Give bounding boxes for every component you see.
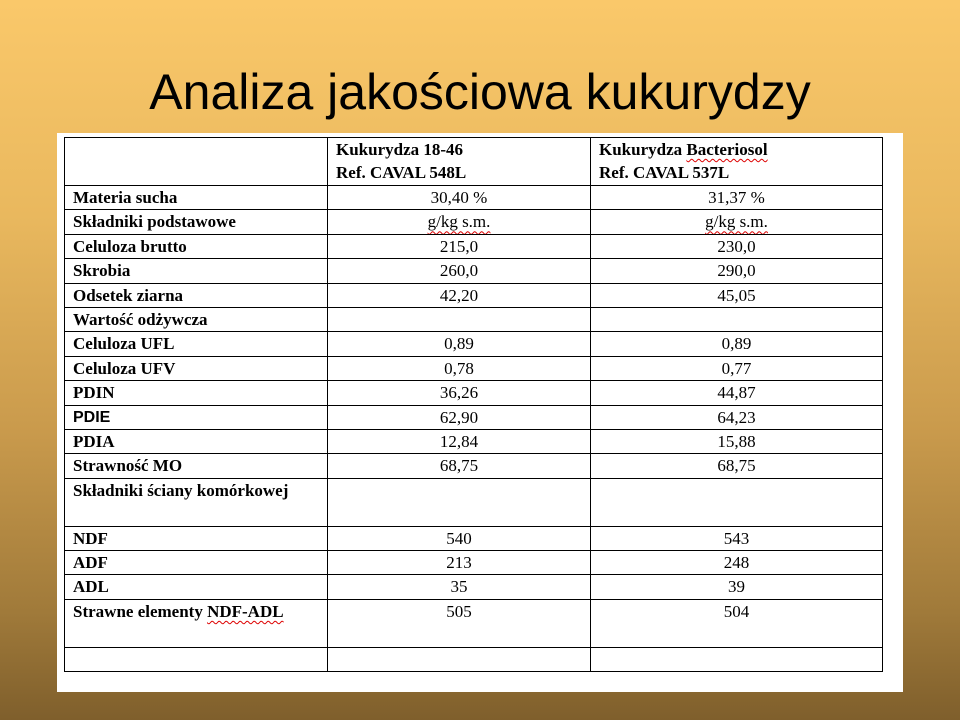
- row-value-col2: 64,23: [591, 405, 883, 429]
- row-label-pre: Strawne elementy: [73, 601, 208, 621]
- row-value-col2: 0,89: [591, 332, 883, 356]
- row-value-col1: 540: [328, 526, 591, 550]
- table-row: [65, 454, 883, 478]
- table-row: [65, 234, 883, 258]
- row-label: Wartość odżywcza: [65, 307, 328, 331]
- row-value-col1: 35: [328, 575, 591, 599]
- header-col2-line1-word: Bacteriosol: [686, 140, 768, 159]
- header-col1-line2: Ref. CAVAL 548L: [336, 163, 467, 182]
- row-value-col2: 31,37 %: [591, 186, 883, 210]
- row-value-col2: 230,0: [591, 234, 883, 258]
- row-value-col1: 42,20: [328, 283, 591, 307]
- row-value-col1: 505: [328, 599, 591, 647]
- table-row: [65, 259, 883, 283]
- table-row: [65, 599, 883, 647]
- analysis-table: [64, 137, 883, 672]
- table-row: [65, 356, 883, 380]
- row-value-col2: [591, 647, 883, 671]
- unit-value: g/kg s.m.: [427, 212, 491, 232]
- row-label: Skrobia: [65, 259, 328, 283]
- table-row: [65, 405, 883, 429]
- row-value-col2: 45,05: [591, 283, 883, 307]
- row-value-col1: 62,90: [328, 405, 591, 429]
- row-label: ADL: [65, 575, 328, 599]
- row-value-col1: 12,84: [328, 429, 591, 453]
- table-header-row: [65, 138, 883, 186]
- table-row: [65, 526, 883, 550]
- table-row: [65, 186, 883, 210]
- row-value-col1: 0,89: [328, 332, 591, 356]
- row-value-col1: 30,40 %: [328, 186, 591, 210]
- unit-value: g/kg s.m.: [705, 212, 768, 232]
- header-col2-line2: Ref. CAVAL 537L: [599, 163, 730, 182]
- row-label: Celuloza brutto: [65, 234, 328, 258]
- row-value-col2: [591, 307, 883, 331]
- row-value-col2: 68,75: [591, 454, 883, 478]
- header-col2: [591, 138, 883, 186]
- table-row: [65, 575, 883, 599]
- row-label: Składniki ściany komórkowej: [65, 478, 328, 526]
- row-value-col2: 0,77: [591, 356, 883, 380]
- row-value-col2: [591, 478, 883, 526]
- row-value-col1: [328, 647, 591, 671]
- table-row: [65, 210, 883, 234]
- row-label: ADF: [65, 551, 328, 575]
- row-label: NDF: [65, 526, 328, 550]
- row-value-col1: 0,78: [328, 356, 591, 380]
- table-panel: [57, 133, 903, 692]
- row-label: Celuloza UFV: [65, 356, 328, 380]
- row-label: Celuloza UFL: [65, 332, 328, 356]
- table-row: [65, 647, 883, 671]
- table-row: [65, 283, 883, 307]
- header-col2-line1-pre: Kukurydza: [599, 140, 687, 159]
- row-label: Odsetek ziarna: [65, 283, 328, 307]
- table-row: [65, 478, 883, 526]
- row-label: Materia sucha: [65, 186, 328, 210]
- row-value-col2: 290,0: [591, 259, 883, 283]
- row-label: [65, 647, 328, 671]
- table-row: [65, 307, 883, 331]
- row-value-col1: 68,75: [328, 454, 591, 478]
- row-label: [65, 599, 328, 647]
- row-value-col1: 36,26: [328, 381, 591, 405]
- header-empty-cell: [65, 138, 328, 186]
- table-row: [65, 381, 883, 405]
- row-value-col1: [328, 210, 591, 234]
- row-value-col1: 260,0: [328, 259, 591, 283]
- row-value-col2: 44,87: [591, 381, 883, 405]
- row-label: Składniki podstawowe: [65, 210, 328, 234]
- header-col1: [328, 138, 591, 186]
- table-row: [65, 551, 883, 575]
- row-value-col1: 213: [328, 551, 591, 575]
- row-label: PDIA: [65, 429, 328, 453]
- row-label: PDIE: [65, 405, 328, 429]
- table-row: [65, 429, 883, 453]
- slide-title: Analiza jakościowa kukurydzy: [149, 64, 811, 120]
- header-col1-line1: Kukurydza 18-46: [336, 140, 464, 159]
- row-value-col2: 15,88: [591, 429, 883, 453]
- row-label: PDIN: [65, 381, 328, 405]
- row-label-word: NDF-ADL: [207, 601, 284, 621]
- row-value-col1: [328, 307, 591, 331]
- table-row: [65, 332, 883, 356]
- row-value-col1: [328, 478, 591, 526]
- row-label: Strawność MO: [65, 454, 328, 478]
- row-value-col2: 39: [591, 575, 883, 599]
- row-value-col2: [591, 210, 883, 234]
- row-value-col1: 215,0: [328, 234, 591, 258]
- row-value-col2: 504: [591, 599, 883, 647]
- row-value-col2: 248: [591, 551, 883, 575]
- row-value-col2: 543: [591, 526, 883, 550]
